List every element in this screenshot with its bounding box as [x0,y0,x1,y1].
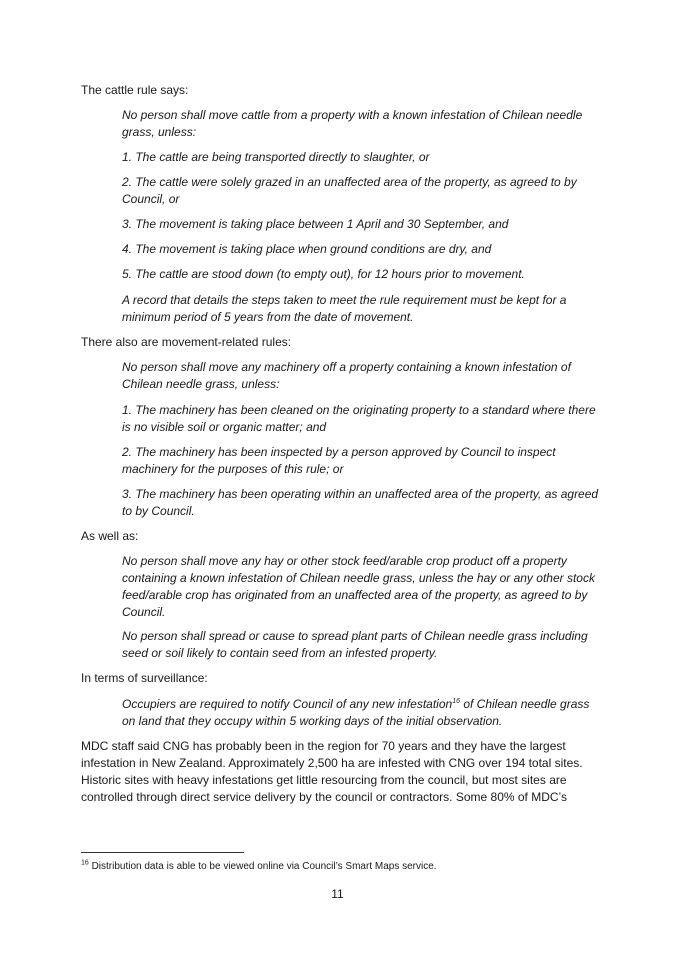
hay-rule: No person shall move any hay or other stock feed/arable crop product off a property containing a known infestation of Chilean needle grass, unless the hay or any other stock feed/arable crop has originated from an unaffected area of the property, as agreed to by Council. [122,554,595,619]
footnote-text: Distribution data is able to be viewed online via Council’s Smart Maps service. [88,861,437,872]
footnote-divider [81,852,244,853]
surveillance-rule-text-after: of Chilean needle grass on land that they occupy within 5 working days of the initial observation. [122,697,590,728]
intro-movement: There also are movement-related rules: [81,335,292,349]
page-number: 11 [331,887,344,901]
surveillance-rule [122,696,602,730]
intro-cattle: The cattle rule says: [81,83,189,97]
cattle-rule-item-4: 4. The movement is taking place when ground conditions are dry, and [122,242,492,256]
footnote [81,860,601,874]
mdc-paragraph: MDC staff said CNG has probably been in the region for 70 years and they have the largest infestation in New Zealand. Approximately 2,500 ha are infested with CNG over 194 total sites. Historic sites with heavy infestations get little resourcing from the council, but most sites are controlled through direct service delivery by the council or contractors. Some 80% of MDC’s [81,739,583,804]
cattle-rule-item-2: 2. The cattle were solely grazed in an unaffected area of the property, as agreed to by Council, or [122,175,577,206]
footnote-number: 16 [81,859,89,867]
intro-as-well: As well as: [81,529,139,543]
spread-rule: No person shall spread or cause to spread plant parts of Chilean needle grass including seed or soil likely to contain seed from an infested property. [122,629,588,660]
cattle-rule-lead: No person shall move cattle from a property with a known infestation of Chilean needle grass, unless: [122,108,583,139]
cattle-rule-item-1: 1. The cattle are being transported directly to slaughter, or [122,150,430,164]
machinery-rule-item-2: 2. The machinery has been inspected by a person approved by Council to inspect machinery for the purposes of this rule; or [122,445,556,476]
intro-surveillance: In terms of surveillance: [81,671,208,685]
machinery-rule-item-1: 1. The machinery has been cleaned on the originating property to a standard where there is no visible soil or organic matter; and [122,403,596,434]
cattle-rule-item-5: 5. The cattle are stood down (to empty out), for 12 hours prior to movement. [122,267,525,281]
cattle-rule-item-3: 3. The movement is taking place between 1 April and 30 September, and [122,217,509,231]
machinery-rule-lead: No person shall move any machinery off a property containing a known infestation of Chilean needle grass, unless: [122,360,571,391]
surveillance-rule-text-before: Occupiers are required to notify Council of any new infestation [122,697,453,711]
machinery-rule-item-3: 3. The machinery has been operating within an unaffected area of the property, as agreed to by Council. [122,487,599,518]
footnote-reference[interactable]: 16 [452,698,460,705]
cattle-rule-record: A record that details the steps taken to meet the rule requirement must be kept for a minimum period of 5 years from the date of movement. [122,293,567,324]
